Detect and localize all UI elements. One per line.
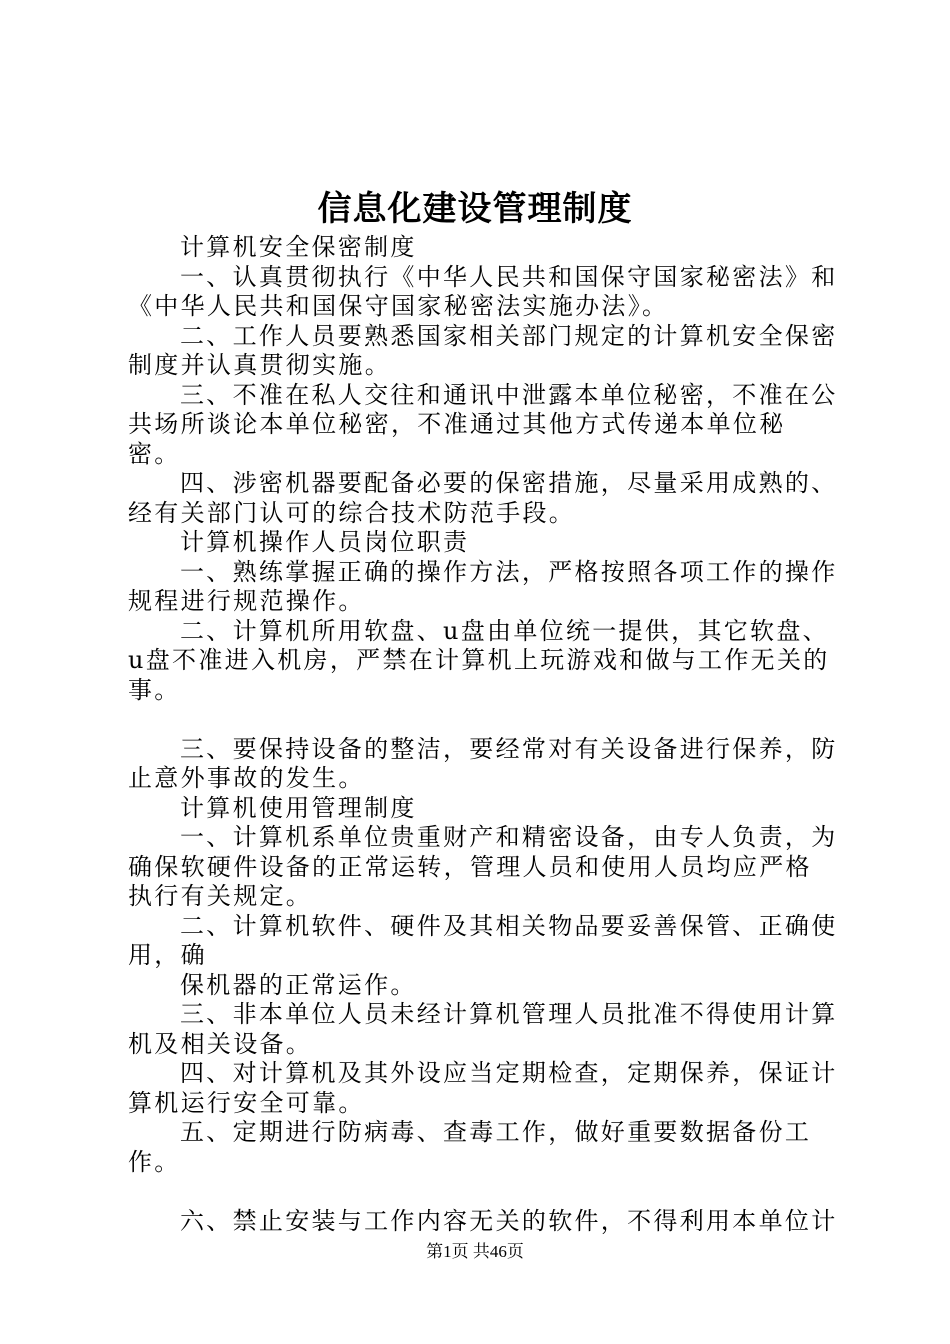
paragraph: 三、非本单位人员未经计算机管理人员批准不得使用计算机及相关设备。 bbox=[128, 1000, 838, 1058]
paragraph: 二、计算机所用软盘、u盘由单位统一提供，其它软盘、u盘不准进入机房，严禁在计算机上玩游戏和做与工作无关的事。 bbox=[128, 616, 830, 704]
page-title: 信息化建设管理制度 bbox=[317, 189, 633, 229]
blank-line bbox=[128, 705, 838, 735]
blank-line bbox=[128, 1177, 838, 1207]
paragraph: 三、要保持设备的整洁，要经常对有关设备进行保养，防止意外事故的发生。 bbox=[128, 734, 838, 792]
paragraph: 三、不准在私人交往和通讯中泄露本单位秘密，不准在公共场所谈论本单位秘密，不准通过其他方式传递本单位秘密。 bbox=[128, 380, 838, 468]
section-heading-usage: 计算机使用管理制度 bbox=[180, 793, 417, 822]
paragraph-continuation: 保机器的正常运作。 bbox=[180, 970, 417, 999]
paragraph: 一、计算机系单位贵重财产和精密设备，由专人负责，为确保软硬件设备的正常运转，管理人员和使用人员均应严格执行有关规定。 bbox=[128, 823, 838, 910]
page-number-footer: 第1页 共46页 bbox=[426, 1242, 524, 1261]
section-heading-operator-duties: 计算机操作人员岗位职责 bbox=[180, 528, 470, 556]
document-body bbox=[128, 233, 838, 1236]
paragraph: 五、定期进行防病毒、查毒工作，做好重要数据备份工作。 bbox=[128, 1118, 812, 1176]
paragraph: 二、工作人员要熟悉国家相关部门规定的计算机安全保密制度并认真贯彻实施。 bbox=[128, 321, 838, 379]
paragraph: 一、认真贯彻执行《中华人民共和国保守国家秘密法》和《中华人民共和国保守国家秘密法实施办法》。 bbox=[128, 262, 838, 320]
paragraph: 六、禁止安装与工作内容无关的软件，不得利用本单位计 bbox=[180, 1206, 838, 1235]
section-heading-security: 计算机安全保密制度 bbox=[180, 233, 417, 261]
paragraph: 一、熟练掌握正确的操作方法，严格按照各项工作的操作规程进行规范操作。 bbox=[128, 557, 838, 615]
paragraph: 四、对计算机及其外设应当定期检查，定期保养，保证计算机运行安全可靠。 bbox=[128, 1059, 838, 1117]
paragraph: 四、涉密机器要配备必要的保密措施，尽量采用成熟的、经有关部门认可的综合技术防范手段。 bbox=[128, 469, 838, 527]
paragraph: 二、计算机软件、硬件及其相关物品要妥善保管、正确使用，确 bbox=[128, 911, 838, 969]
